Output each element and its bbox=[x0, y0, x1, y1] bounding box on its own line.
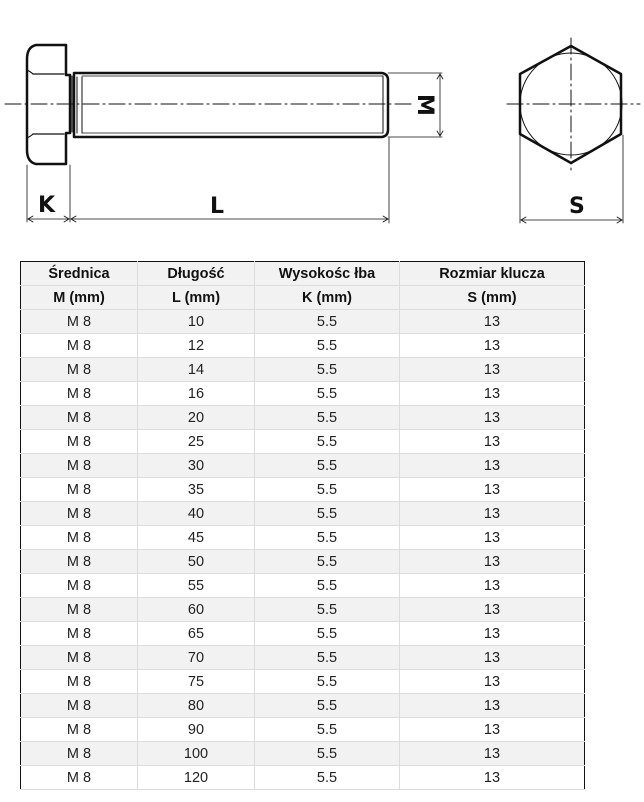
table-row bbox=[21, 550, 585, 574]
cell-head-height: 5.5 bbox=[255, 430, 400, 454]
table-row bbox=[21, 334, 585, 358]
bolt-side-view-and-hex-view bbox=[0, 0, 644, 240]
table-row bbox=[21, 358, 585, 382]
cell-wrench-size: 13 bbox=[400, 382, 585, 406]
cell-diameter: M 8 bbox=[21, 526, 138, 550]
table-row bbox=[21, 670, 585, 694]
header-length: Długość bbox=[138, 262, 255, 286]
cell-diameter: M 8 bbox=[21, 574, 138, 598]
cell-wrench-size: 13 bbox=[400, 718, 585, 742]
cell-head-height: 5.5 bbox=[255, 550, 400, 574]
cell-length: 75 bbox=[138, 670, 255, 694]
cell-head-height: 5.5 bbox=[255, 358, 400, 382]
table-header-row bbox=[21, 262, 585, 286]
header-diameter: Średnica bbox=[21, 262, 138, 286]
cell-diameter: M 8 bbox=[21, 358, 138, 382]
cell-diameter: M 8 bbox=[21, 646, 138, 670]
cell-head-height: 5.5 bbox=[255, 718, 400, 742]
cell-head-height: 5.5 bbox=[255, 310, 400, 334]
table-row bbox=[21, 766, 585, 790]
cell-diameter: M 8 bbox=[21, 622, 138, 646]
cell-length: 20 bbox=[138, 406, 255, 430]
cell-length: 65 bbox=[138, 622, 255, 646]
table-row bbox=[21, 406, 585, 430]
cell-wrench-size: 13 bbox=[400, 526, 585, 550]
cell-wrench-size: 13 bbox=[400, 622, 585, 646]
unit-diameter: M (mm) bbox=[21, 286, 138, 310]
cell-wrench-size: 13 bbox=[400, 550, 585, 574]
cell-diameter: M 8 bbox=[21, 766, 138, 790]
cell-wrench-size: 13 bbox=[400, 598, 585, 622]
cell-head-height: 5.5 bbox=[255, 622, 400, 646]
dimension-label-k: K bbox=[38, 193, 56, 218]
cell-wrench-size: 13 bbox=[400, 478, 585, 502]
cell-length: 40 bbox=[138, 502, 255, 526]
cell-length: 55 bbox=[138, 574, 255, 598]
cell-wrench-size: 13 bbox=[400, 766, 585, 790]
unit-head-height: K (mm) bbox=[255, 286, 400, 310]
cell-head-height: 5.5 bbox=[255, 478, 400, 502]
table-row bbox=[21, 430, 585, 454]
unit-length: L (mm) bbox=[138, 286, 255, 310]
cell-wrench-size: 13 bbox=[400, 358, 585, 382]
table-row bbox=[21, 526, 585, 550]
dimension-label-l: L bbox=[210, 194, 225, 219]
cell-diameter: M 8 bbox=[21, 382, 138, 406]
cell-length: 100 bbox=[138, 742, 255, 766]
cell-length: 60 bbox=[138, 598, 255, 622]
cell-length: 12 bbox=[138, 334, 255, 358]
cell-head-height: 5.5 bbox=[255, 454, 400, 478]
cell-head-height: 5.5 bbox=[255, 598, 400, 622]
table-row bbox=[21, 382, 585, 406]
cell-wrench-size: 13 bbox=[400, 406, 585, 430]
bolt-technical-drawing bbox=[0, 0, 644, 240]
cell-diameter: M 8 bbox=[21, 742, 138, 766]
cell-length: 90 bbox=[138, 718, 255, 742]
cell-head-height: 5.5 bbox=[255, 646, 400, 670]
cell-diameter: M 8 bbox=[21, 670, 138, 694]
header-head-height: Wysokośc łba bbox=[255, 262, 400, 286]
dimension-label-s: S bbox=[569, 194, 585, 219]
table-row bbox=[21, 742, 585, 766]
cell-length: 70 bbox=[138, 646, 255, 670]
cell-wrench-size: 13 bbox=[400, 574, 585, 598]
cell-diameter: M 8 bbox=[21, 550, 138, 574]
table-units-row bbox=[21, 286, 585, 310]
table-row bbox=[21, 622, 585, 646]
cell-length: 10 bbox=[138, 310, 255, 334]
cell-diameter: M 8 bbox=[21, 310, 138, 334]
cell-head-height: 5.5 bbox=[255, 334, 400, 358]
table-row bbox=[21, 310, 585, 334]
cell-head-height: 5.5 bbox=[255, 406, 400, 430]
cell-head-height: 5.5 bbox=[255, 766, 400, 790]
cell-length: 30 bbox=[138, 454, 255, 478]
cell-wrench-size: 13 bbox=[400, 670, 585, 694]
cell-wrench-size: 13 bbox=[400, 502, 585, 526]
cell-diameter: M 8 bbox=[21, 406, 138, 430]
cell-head-height: 5.5 bbox=[255, 742, 400, 766]
cell-wrench-size: 13 bbox=[400, 742, 585, 766]
table-row bbox=[21, 694, 585, 718]
cell-diameter: M 8 bbox=[21, 478, 138, 502]
cell-wrench-size: 13 bbox=[400, 454, 585, 478]
cell-diameter: M 8 bbox=[21, 430, 138, 454]
cell-length: 80 bbox=[138, 694, 255, 718]
cell-diameter: M 8 bbox=[21, 718, 138, 742]
cell-wrench-size: 13 bbox=[400, 430, 585, 454]
table-row bbox=[21, 646, 585, 670]
table-row bbox=[21, 598, 585, 622]
unit-wrench-size: S (mm) bbox=[400, 286, 585, 310]
bolt-size-table bbox=[20, 261, 585, 790]
cell-length: 120 bbox=[138, 766, 255, 790]
table-row bbox=[21, 718, 585, 742]
cell-length: 50 bbox=[138, 550, 255, 574]
cell-wrench-size: 13 bbox=[400, 334, 585, 358]
cell-wrench-size: 13 bbox=[400, 646, 585, 670]
cell-wrench-size: 13 bbox=[400, 310, 585, 334]
cell-diameter: M 8 bbox=[21, 454, 138, 478]
cell-length: 25 bbox=[138, 430, 255, 454]
table-row bbox=[21, 478, 585, 502]
cell-length: 35 bbox=[138, 478, 255, 502]
cell-wrench-size: 13 bbox=[400, 694, 585, 718]
cell-head-height: 5.5 bbox=[255, 382, 400, 406]
cell-length: 16 bbox=[138, 382, 255, 406]
cell-head-height: 5.5 bbox=[255, 502, 400, 526]
cell-diameter: M 8 bbox=[21, 598, 138, 622]
table-row bbox=[21, 454, 585, 478]
cell-head-height: 5.5 bbox=[255, 574, 400, 598]
cell-length: 14 bbox=[138, 358, 255, 382]
dimension-label-m: M bbox=[411, 94, 437, 116]
cell-diameter: M 8 bbox=[21, 694, 138, 718]
cell-head-height: 5.5 bbox=[255, 670, 400, 694]
table-row bbox=[21, 574, 585, 598]
cell-length: 45 bbox=[138, 526, 255, 550]
cell-head-height: 5.5 bbox=[255, 526, 400, 550]
cell-diameter: M 8 bbox=[21, 334, 138, 358]
table-row bbox=[21, 502, 585, 526]
cell-head-height: 5.5 bbox=[255, 694, 400, 718]
cell-diameter: M 8 bbox=[21, 502, 138, 526]
header-wrench-size: Rozmiar klucza bbox=[400, 262, 585, 286]
